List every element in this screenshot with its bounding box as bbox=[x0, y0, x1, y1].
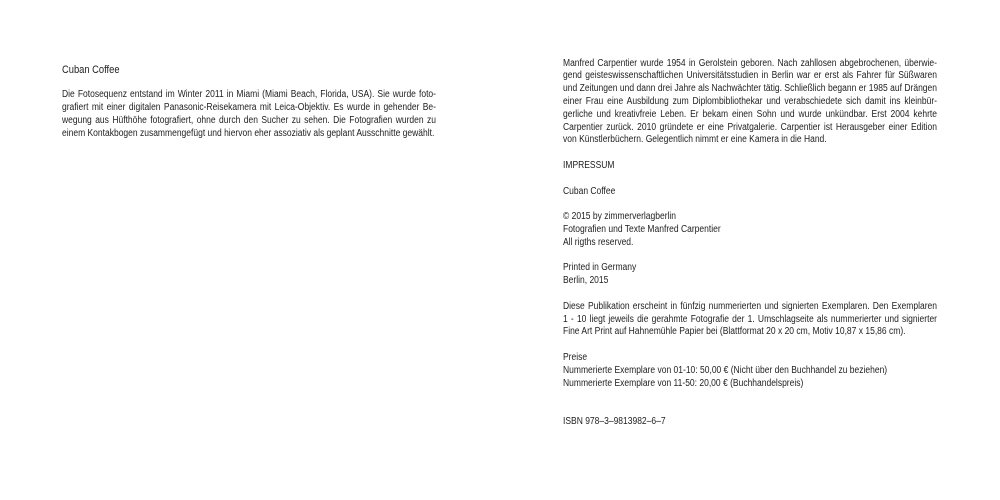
copyright-line: All rigths reserved. bbox=[563, 236, 634, 248]
copyright-line: Fotografien und Texte Manfred Carpentier bbox=[563, 223, 721, 235]
right-page bbox=[500, 0, 1000, 500]
isbn: ISBN 978–3–9813982–6–7 bbox=[563, 415, 666, 427]
bio-line: gerliche und kreativfreie Leben. Er bekam einen Sohn und wurde unkündbar. Erst 2004 kehrte bbox=[563, 108, 937, 120]
copyright-line: © 2015 by zimmerverlagberlin bbox=[563, 211, 677, 223]
impressum-heading: IMPRESSUM bbox=[563, 159, 615, 171]
bio-line: Carpentier zurück. 2010 gründete er eine Privatgalerie. Carpentier ist Herausgeber einer Edition bbox=[563, 121, 937, 133]
edition-note bbox=[563, 301, 937, 339]
price-line: Nummerierte Exemplare von 01-10: 50,00 € (Nicht über den Buchhandel zu beziehen) bbox=[563, 364, 888, 376]
printing-block bbox=[563, 262, 937, 288]
prices-heading: Preise bbox=[563, 351, 588, 363]
bio-line: und Zeitungen und dann drei Jahre als Nachwächter tätig. Schließlich begann er 1985 auf Drängen bbox=[563, 83, 937, 95]
impressum-book-title: Cuban Coffee bbox=[563, 185, 616, 197]
edition-line: Fine Art Print auf Hahnemühle Papier bei (Blattformat 20 x 20 cm, Motiv 10,87 x 15,86 cm). bbox=[563, 326, 906, 338]
left-page-title: Cuban Coffee bbox=[62, 63, 120, 76]
intro-line: grafiert mit einer digitalen Panasonic-Reisekamera mit Leica-Objektiv. Es wurde in gehender Be- bbox=[62, 101, 436, 113]
edition-line: Diese Publikation erscheint in fünfzig nummerierten und signierten Exemplaren. Den Exemplaren bbox=[563, 300, 937, 312]
edition-line: 1 - 10 liegt jeweils die gerahmte Fotografie der 1. Umschlagseite als nummerierter und signierter bbox=[563, 313, 937, 325]
price-line: Nummerierte Exemplare von 11-50: 20,00 € (Buchhandelspreis) bbox=[563, 377, 804, 389]
bio-line: von Künstlerbüchern. Gelegentlich nimmt er eine Kamera in die Hand. bbox=[563, 134, 827, 146]
left-page-text-column bbox=[62, 64, 436, 141]
bio-line: einer Frau eine Ausbildung zum Diplombibliothekar und verabschiedete sich damit ins kleinbür- bbox=[563, 95, 937, 107]
intro-line: Die Fotosequenz entstand im Winter 2011 in Miami (Miami Beach, Florida, USA). Sie wurde foto- bbox=[62, 89, 436, 101]
bio-paragraph bbox=[563, 58, 937, 148]
bio-line: Manfred Carpentier wurde 1954 in Gerolstein geboren. Nach zahllosen abgebrochenen, überwie- bbox=[563, 57, 937, 69]
bio-line: gend geisteswissenschaftlichen Universitätsstudien in Berlin war er erst als Fahrer für Süßwaren bbox=[563, 70, 937, 82]
prices-block bbox=[563, 352, 937, 390]
copyright-block bbox=[563, 211, 937, 249]
intro-line: einem Kontakbogen zusammengefügt und hiervon eher assoziativ als geplant Ausschnitte gewählt. bbox=[62, 127, 435, 139]
printing-line: Printed in Germany bbox=[563, 262, 637, 274]
printing-line: Berlin, 2015 bbox=[563, 275, 609, 287]
intro-line: wegung aus Hüfthöhe fotografiert, ohne durch den Sucher zu sehen. Die Fotografien wurden zu bbox=[62, 114, 436, 126]
intro-paragraph bbox=[62, 89, 436, 140]
right-page-text-column bbox=[563, 58, 937, 429]
